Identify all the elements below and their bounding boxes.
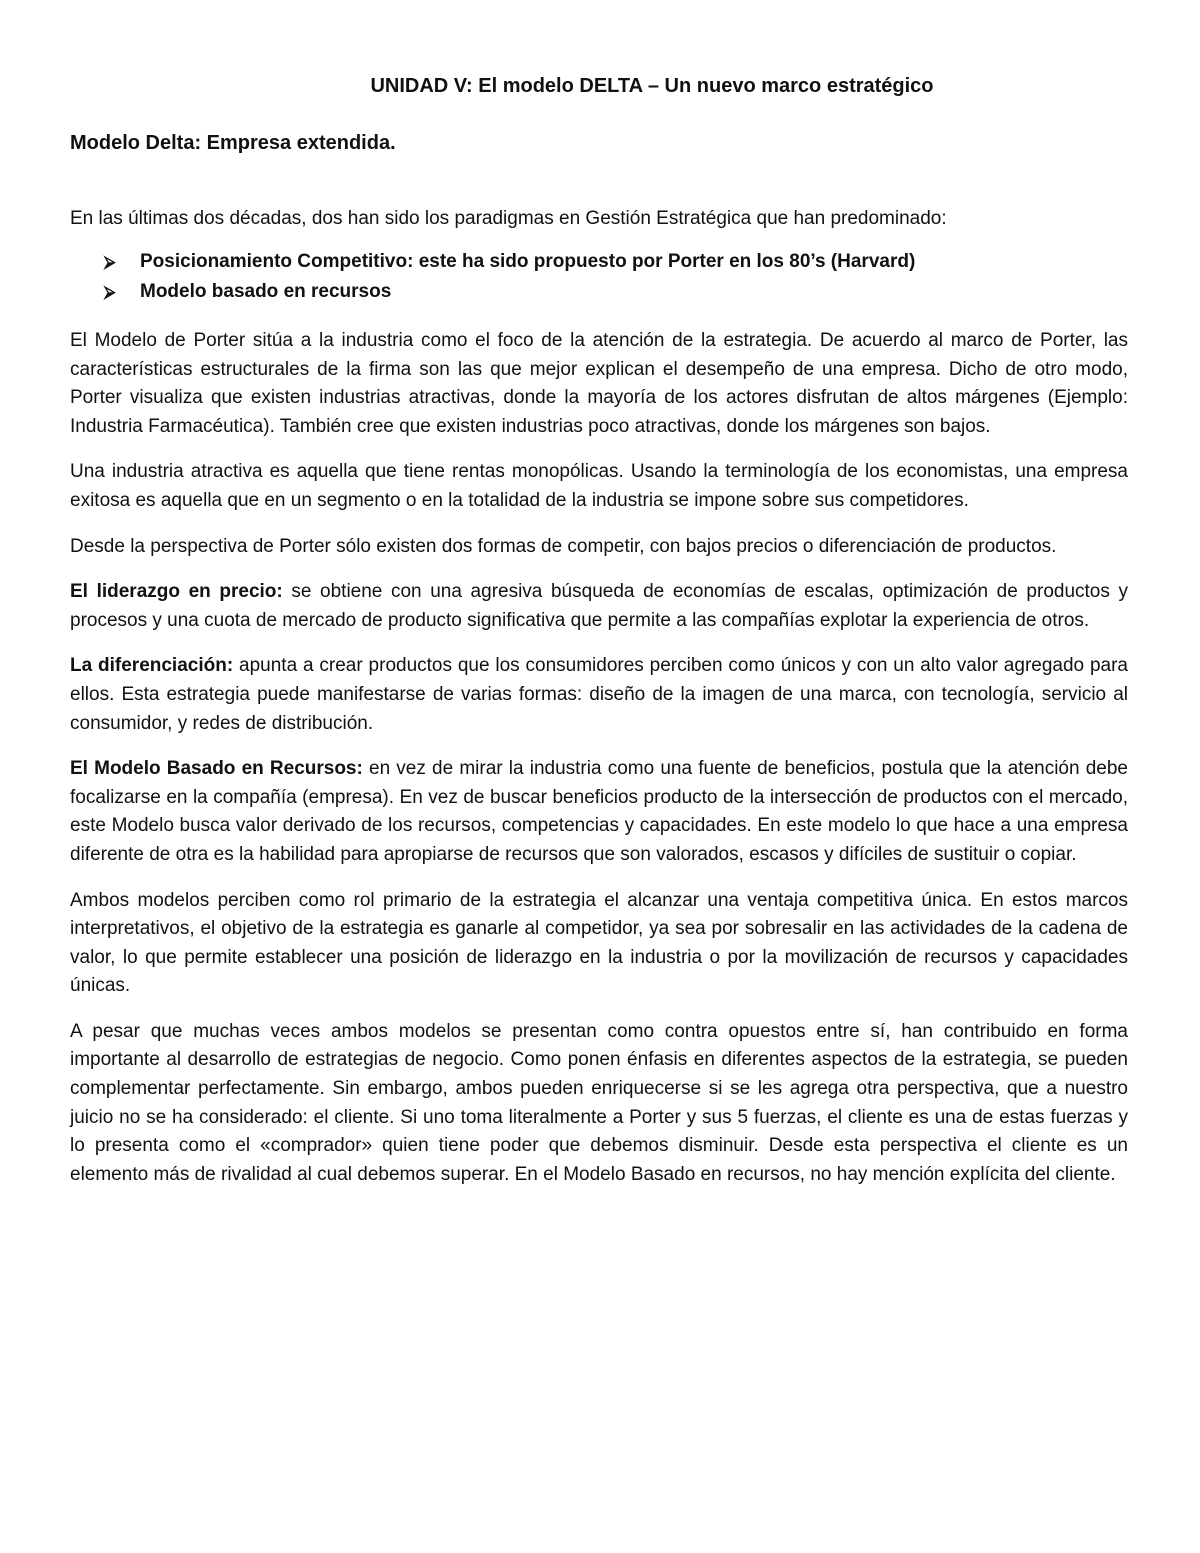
paragraph-text: se obtiene con una agresiva búsqueda de economías de escalas, optimización de productos y procesos y una cuota de mercado de producto significativa que permite a las compañías explotar la experiencia de otros. [70, 581, 1128, 631]
body-paragraph [70, 755, 1128, 869]
paragraph-text: en vez de mirar la industria como una fuente de beneficios, postula que la atención debe focalizarse en la compañía (empresa). En vez de buscar beneficios producto de la intersección de productos con el mercado, este Modelo busca valor derivado de los recursos, competencias y capacidades. En este modelo lo que hace a una empresa diferente de otra es la habilidad para apropiarse de recursos que son valorados, escasos y difíciles de sustituir o copiar. [70, 758, 1129, 865]
paragraph-text: apunta a crear productos que los consumidores perciben como únicos y con un alto valor agregado para ellos. Esta estrategia puede manifestarse de varias formas: diseño de la imagen de una marca, con tecnología, servicio al consumidor, y redes de distribución. [70, 655, 1128, 734]
body-paragraph [70, 533, 1128, 562]
body-paragraph [70, 578, 1128, 635]
paragraph-lead: El liderazgo en precio: [70, 581, 283, 603]
body-paragraph [70, 327, 1128, 441]
body-paragraph [70, 1018, 1128, 1190]
page-title: UNIDAD V: El modelo DELTA – Un nuevo marco estratégico [370, 75, 934, 97]
list-item [104, 277, 1128, 307]
arrowhead-bullet-icon: ⮚ [104, 254, 116, 271]
paragraph-text: Desde la perspectiva de Porter sólo existen dos formas de competir, con bajos precios o diferenciación de productos. [70, 535, 1057, 557]
paragraph-lead: La diferenciación: [70, 655, 234, 677]
list-item [104, 247, 1128, 277]
list-item-text: Posicionamiento Competitivo: este ha sido propuesto por Porter en los 80’s (Harvard) [140, 251, 916, 272]
body-paragraph [70, 458, 1128, 515]
paragraph-text: El Modelo de Porter sitúa a la industria como el foco de la atención de la estrategia. De acuerdo al marco de Porter, las características estructurales de la firma son las que mejor explican el desempeño de una empresa. Dicho de otro modo, Porter visualiza que existen industrias atractivas, donde la mayoría de los actores disfrutan de altos márgenes (Ejemplo: Industria Farmacéutica). También cree que existen industrias poco atractivas, donde los márgenes son bajos. [70, 330, 1128, 437]
intro-paragraph: En las últimas dos décadas, dos han sido los paradigmas en Gestión Estratégica que han predominado: [70, 208, 947, 229]
document-page [70, 68, 1128, 1189]
paragraph-text: Una industria atractiva es aquella que tiene rentas monopólicas. Usando la terminología de los economistas, una empresa exitosa es aquella que en un segmento o en la totalidad de la industria se impone sobre sus competidores. [70, 461, 1128, 511]
arrowhead-bullet-icon: ⮚ [104, 284, 116, 301]
section-subtitle: Modelo Delta: Empresa extendida. [70, 132, 396, 154]
paradigm-list [70, 247, 1128, 307]
paragraph-text: Ambos modelos perciben como rol primario de la estrategia el alcanzar una ventaja competitiva única. En estos marcos interpretativos, el objetivo de la estrategia es ganarle al competidor, ya sea por sobresalir en las actividades de la cadena de valor, lo que permite establecer una posición de liderazgo en la industria o por la movilización de recursos y capacidades únicas. [70, 889, 1128, 997]
paragraph-lead: El Modelo Basado en Recursos: [70, 758, 363, 780]
body-paragraph [70, 652, 1128, 738]
body-paragraph [70, 887, 1128, 1001]
paragraph-text: A pesar que muchas veces ambos modelos se presentan como contra opuestos entre sí, han contribuido en forma importante al desarrollo de estrategias de negocio. Como ponen énfasis en diferentes aspectos de la estrategia, se pueden complementar perfectamente. Sin embargo, ambos pueden enriquecerse si se les agrega otra perspectiva, que a nuestro juicio no se ha considerado: el cliente. Si uno toma literalmente a Porter y sus 5 fuerzas, el cliente es una de estas fuerzas y lo presenta como el «comprador» quien tiene poder que debemos disminuir. Desde esta perspectiva el cliente es un elemento más de rivalidad al cual debemos superar. En el Modelo Basado en recursos, no hay mención explícita del cliente. [70, 1020, 1128, 1185]
list-item-text: Modelo basado en recursos [140, 281, 392, 302]
